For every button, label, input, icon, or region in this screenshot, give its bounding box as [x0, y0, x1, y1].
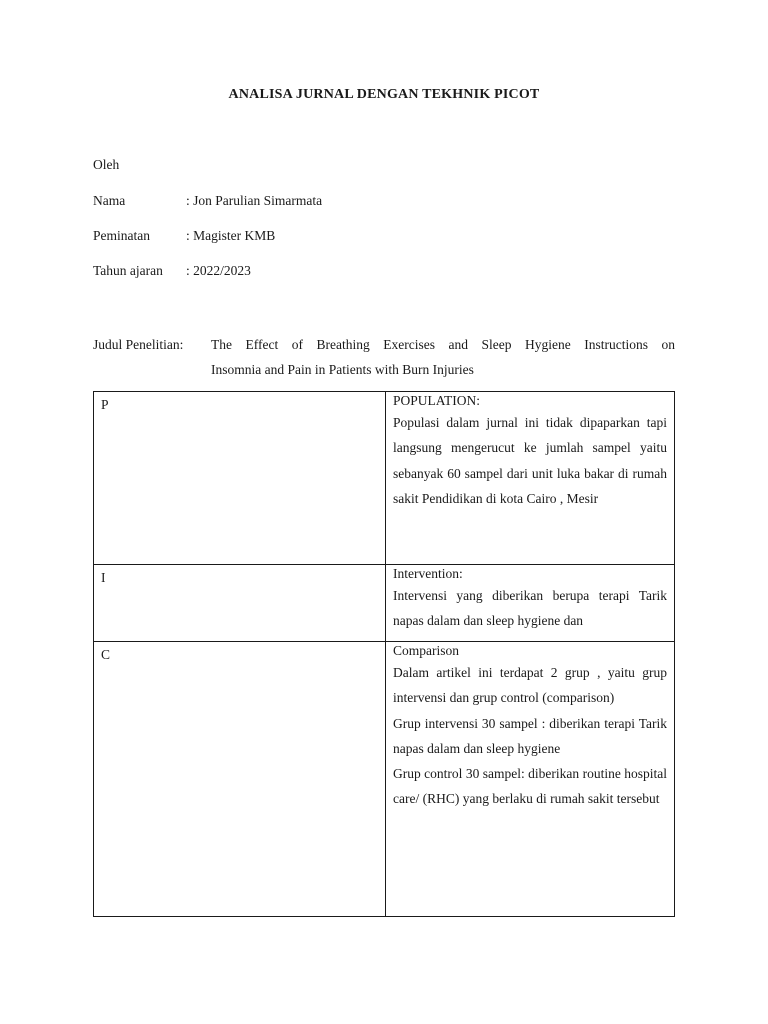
table-row-i — [94, 565, 675, 642]
info-value: : 2022/2023 — [186, 263, 251, 278]
judul-line-2: Insomnia and Pain in Patients with Burn Injuries — [211, 362, 474, 377]
info-label: Tahun ajaran — [93, 263, 163, 278]
picot-paragraph: Grup intervensi 30 sampel : diberikan terapi Tarik napas dalam dan sleep hygiene — [393, 715, 667, 756]
picot-heading: POPULATION: — [393, 393, 481, 408]
info-label: Peminatan — [93, 228, 150, 243]
picot-key: I — [94, 565, 386, 642]
judul-line-1: The Effect of Breathing Exercises and Sleep Hygiene Instructions on — [211, 337, 675, 352]
picot-paragraph: Intervensi yang diberikan berupa terapi Tarik napas dalam dan sleep hygiene dan — [393, 588, 667, 629]
picot-content — [386, 392, 675, 565]
picot-paragraph: Grup control 30 sampel: diberikan routine hospital care/ (RHC) yang berlaku di rumah sakit tersebut — [393, 766, 667, 807]
table-row-p — [94, 392, 675, 565]
oleh-label: Oleh — [93, 157, 120, 172]
picot-content — [386, 642, 675, 917]
picot-heading: Intervention: — [393, 566, 463, 581]
picot-paragraph: Dalam artikel ini terdapat 2 grup , yaitu grup intervensi dan grup control (comparison) — [393, 665, 667, 706]
picot-heading: Comparison — [393, 643, 459, 658]
info-value: : Jon Parulian Simarmata — [186, 193, 323, 208]
info-row-tahun-ajaran — [93, 263, 251, 279]
judul-label: Judul Penelitian: — [93, 337, 184, 352]
table-row-c — [94, 642, 675, 917]
info-value: : Magister KMB — [186, 228, 276, 243]
info-label: Nama — [93, 193, 126, 208]
info-row-peminatan — [93, 228, 275, 244]
picot-key: C — [94, 642, 386, 917]
picot-content — [386, 565, 675, 642]
picot-table — [93, 391, 675, 917]
research-title-block — [93, 332, 675, 382]
info-row-nama — [93, 193, 322, 209]
picot-key: P — [94, 392, 386, 565]
document-title: ANALISA JURNAL DENGAN TEKHNIK PICOT — [228, 87, 540, 102]
picot-paragraph: Populasi dalam jurnal ini tidak dipaparkan tapi langsung mengerucut ke jumlah sampel yaitu sebanyak 60 sampel dari unit luka bakar di rumah sakit Pendidikan di kota Cairo , Mesir — [393, 415, 667, 506]
